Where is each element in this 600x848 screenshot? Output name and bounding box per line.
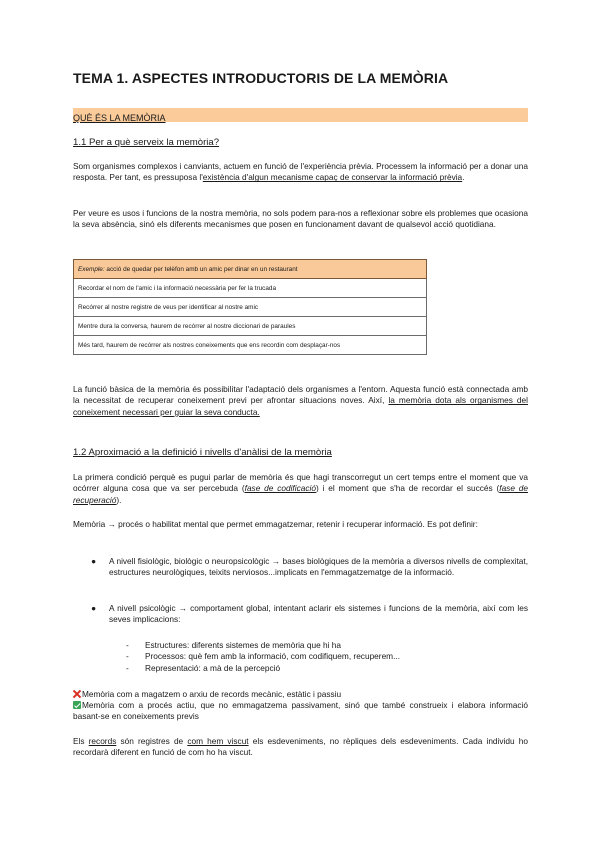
list-item-text: Processos: què fem amb la informació, com codifiquem, recuperem... [145,651,401,662]
paragraph-3-underlined: la memòria dota als organismes del coneixement necessari per guiar la seva conducta. [73,395,528,417]
paragraph-6 [73,736,528,759]
wrong-conception [73,689,528,700]
section-heading-bar [73,108,528,122]
list-item [73,663,400,674]
paragraph-2: Per veure es usos i funcions de la nostra memòria, no sols podem para-nos a reflexionar sobre els problemes que ocasiona la seva absència, sinó els diferents mecanismes que posen en funcionament davant de qualsevol acció quotidiana. [73,208,528,230]
wrong-conception-text: Memòria com a magatzem o arxiu de records mecànic, estàtic i passiu [82,689,342,699]
cross-mark-icon [73,690,81,698]
check-mark-icon [73,701,81,709]
table-cell: Mentre dura la conversa, haurem de recórrer al nostre diccionari de paraules [74,317,427,336]
page-title: TEMA 1. ASPECTES INTRODUCTORIS DE LA MEMÒRIA [73,70,449,86]
paragraph-1 [73,161,528,184]
paragraph-3 [73,384,528,418]
paragraph-1-underlined: existència d'algun mecanisme capaç de conservar la informació prèvia [202,172,463,183]
lived-term: com hem viscut [187,736,249,746]
dash-icon: - [126,640,129,650]
list-item [73,651,400,662]
paragraph-4-end: ). [116,494,122,505]
levels-list-2 [73,603,528,626]
paragraph-3-text: La funció bàsica de la memòria és possibilitar l'adaptació dels organismes a l'entorn. Aquesta funció està connectada amb la necessitat de recuperar coneixement previ per afrontar situacions noves. Així, [73,384,528,406]
levels-list [73,556,528,579]
table-row [74,317,427,336]
paragraph-6-text: Els [73,736,89,746]
table-cell: Més tard, haurem de recórrer als nostres coneixements que ens recordin com desplaçar-nos [74,336,427,355]
subheading-1-1: 1.1 Per a què serveix la memòria? [73,137,220,148]
list-item-text: Estructures: diferents sistemes de memòria que hi ha [145,640,341,650]
example-label: Exemple: [78,265,105,273]
paragraph-4 [73,472,528,506]
list-item [73,603,528,626]
example-table-header [74,260,427,279]
dash-icon: - [126,651,129,662]
paragraph-6-middle: són registres de [116,736,188,746]
paragraph-6-end: els esdeveniments, no rèpliques dels esdeveniments. Cada individu ho recordarà diferent en funció de com ho ha viscut. [73,736,528,758]
table-cell: Recordar el nom de l'amic i la informació necessària per fer la trucada [74,279,427,298]
right-conception-text: Memòria com a procés actiu, que no emmagatzema passivament, sinó que també construeix i elabora informació basant-se en coneixements previs [73,700,528,721]
table-cell: Recórrer al nostre registre de veus per identificar al nostre amic [74,298,427,317]
encoding-phase-term: fase de codificació [244,483,316,494]
example-table [73,259,427,355]
table-row [74,298,427,317]
section-heading: QUÈ ÉS LA MEMÒRIA [73,113,166,123]
subheading-1-2: 1.2 Aproximació a la definició i nivells d'anàlisi de la memòria [73,447,332,458]
list-item-text: A nivell psicològic → comportament global, intentant aclarir els sistemes i funcions de la memòria, així com les seves implicacions: [109,603,528,625]
paragraph-1-text: Som organismes complexos i canviants, actuem en funció de l'experiència prèvia. Processem la informació per a donar una resposta. Per tant, es pressuposa l' [73,161,528,183]
records-term: records [88,736,117,746]
table-row [74,279,427,298]
implications-list [73,640,400,674]
paragraph-1-end: . [462,172,465,183]
dash-icon: - [126,662,129,673]
list-item-text: A nivell fisiològic, biològic o neuropsicològic → bases biològiques de la memòria a diversos nivells de complexitat, estructures neurològiques, teixits nerviosos...implicats en l'emmagatzematge de la informació. [109,556,528,578]
list-item [73,556,528,579]
paragraph-4-middle: ) i el moment que s'ha de recordar el succés ( [315,483,500,494]
paragraph-4-text: La primera condició perquè es pugui parlar de memòria és que hagi transcorregut un cert temps entre el moment que va ocórrer alguna cosa que va ser percebuda ( [73,472,528,494]
list-item-text: Representació: a mà de la percepció [145,662,281,673]
table-row [74,336,427,355]
list-item [73,640,400,651]
retrieval-phase-term: fase de recuperació [73,483,529,505]
right-conception [73,700,528,721]
example-table-header-row [74,260,427,279]
paragraph-5: Memòria → procés o habilitat mental que permet emmagatzemar, retenir i recuperar informació. Es pot definir: [73,519,478,529]
bullet-icon: ● [91,603,97,613]
example-description: acció de quedar per telèfon amb un amic per dinar en un restaurant [104,265,298,273]
bullet-icon: ● [91,556,97,566]
